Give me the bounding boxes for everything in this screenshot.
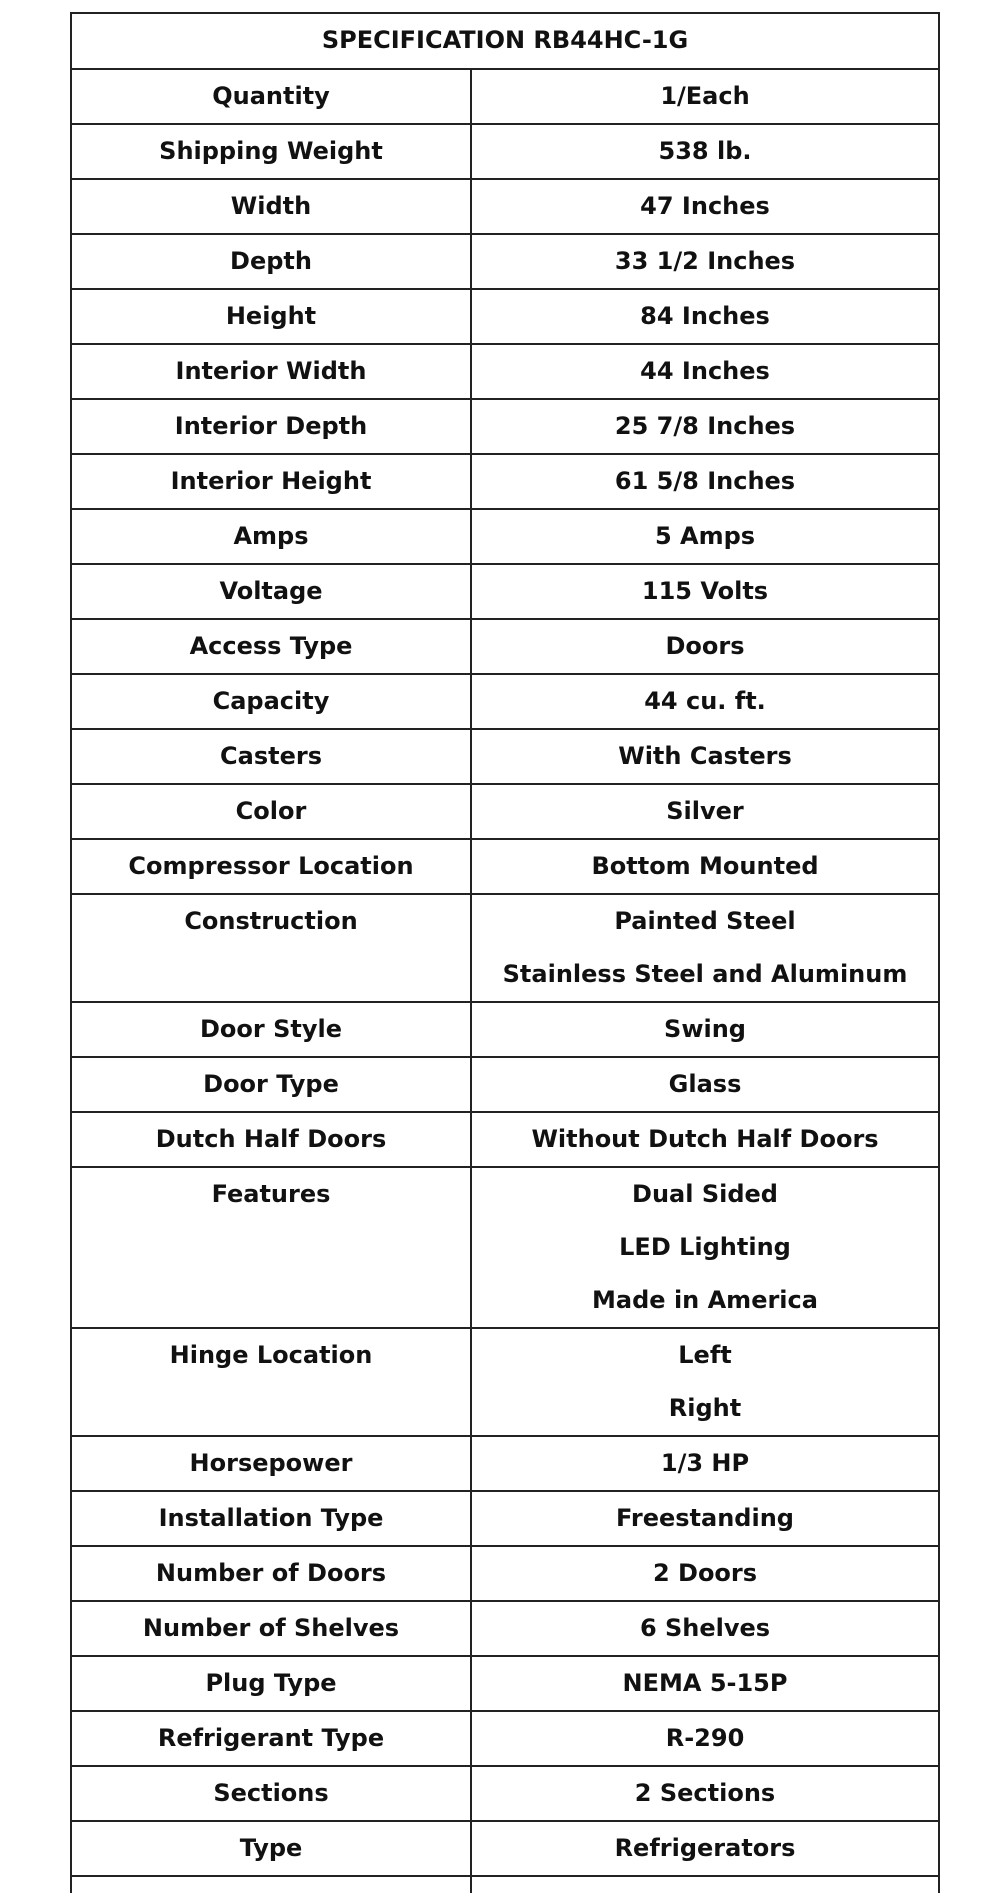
spec-value: Freestanding [616,1504,794,1532]
spec-label: Casters [71,729,471,784]
table-body [71,69,939,1893]
table-row [71,1546,939,1601]
spec-value-cell [471,1656,939,1711]
table-row [71,729,939,784]
table-row [71,179,939,234]
spec-value-cell [471,344,939,399]
spec-label: Construction [71,894,471,1002]
spec-value-cell [471,1436,939,1491]
spec-value-cell [471,1167,939,1328]
spec-value: Swing [664,1015,746,1043]
spec-value-cell [471,509,939,564]
spec-value: 6 Shelves [639,1614,771,1642]
spec-value: 115 Volts [641,577,769,605]
table-row [71,124,939,179]
spec-label: Width [71,179,471,234]
spec-label: Number of Shelves [71,1601,471,1656]
spec-label: Number of Doors [71,1546,471,1601]
table-row [71,509,939,564]
spec-value: Refrigerators [614,1834,796,1862]
spec-value: 2 Sections [634,1779,776,1807]
spec-label: Color [71,784,471,839]
spec-value: LED Lighting [619,1233,791,1261]
spec-value: Glass [668,1070,742,1098]
spec-value-cell [471,1057,939,1112]
table-row [71,454,939,509]
table-row [71,619,939,674]
spec-value: Left [678,1341,732,1369]
spec-value: Made in America [592,1286,818,1314]
spec-value-cell [471,1546,939,1601]
spec-label: Type [71,1821,471,1876]
spec-value: 84 Inches [640,302,770,330]
specification-table [70,12,940,1893]
table-row [71,894,939,1002]
table-row [71,674,939,729]
cutoff-cell [471,1876,939,1893]
spec-value: Right [668,1394,742,1422]
spec-value-cell [471,179,939,234]
spec-label: Interior Height [71,454,471,509]
spec-value: NEMA 5-15P [622,1669,788,1697]
spec-value-cell [471,729,939,784]
spec-value: 1/3 HP [660,1449,750,1477]
spec-label: Access Type [71,619,471,674]
cutoff-cell [71,1876,471,1893]
spec-value: With Casters [618,742,792,770]
table-row [71,344,939,399]
spec-label: Height [71,289,471,344]
table-row [71,289,939,344]
spec-label: Plug Type [71,1656,471,1711]
spec-value-cell [471,674,939,729]
spec-value-cell [471,894,939,1002]
spec-value-cell [471,234,939,289]
spec-value: 47 Inches [640,192,770,220]
table-title: SPECIFICATION RB44HC-1G [71,13,939,69]
spec-label: Door Style [71,1002,471,1057]
spec-label: Quantity [71,69,471,124]
spec-label: Installation Type [71,1491,471,1546]
spec-label: Capacity [71,674,471,729]
table-row [71,1601,939,1656]
spec-value: 33 1/2 Inches [614,247,796,275]
spec-value: Silver [666,797,744,825]
spec-value: Without Dutch Half Doors [531,1125,879,1153]
spec-label: Features [71,1167,471,1328]
spec-value-cell [471,839,939,894]
spec-value-cell [471,1491,939,1546]
spec-value-cell [471,784,939,839]
table-row [71,234,939,289]
spec-value: R-290 [665,1724,745,1752]
spec-value-cell [471,1112,939,1167]
table-row [71,1057,939,1112]
table-row [71,1766,939,1821]
spec-label: Compressor Location [71,839,471,894]
spec-value-cell [471,1601,939,1656]
spec-value-cell [471,619,939,674]
spec-value: 44 Inches [640,357,770,385]
spec-value: Doors [665,632,745,660]
spec-value: Stainless Steel and Aluminum [502,960,908,988]
table-row [71,69,939,124]
spec-value: 44 cu. ft. [644,687,766,715]
spec-value-cell [471,124,939,179]
table-row [71,1491,939,1546]
spec-label: Shipping Weight [71,124,471,179]
table-row [71,1821,939,1876]
spec-value: Painted Steel [614,907,796,935]
spec-value: Bottom Mounted [591,852,819,880]
table-row [71,1711,939,1766]
table-row [71,1167,939,1328]
spec-value-cell [471,564,939,619]
spec-label: Sections [71,1766,471,1821]
spec-label: Amps [71,509,471,564]
table-row [71,1112,939,1167]
spec-label: Interior Width [71,344,471,399]
spec-value: 61 5/8 Inches [614,467,796,495]
spec-label: Refrigerant Type [71,1711,471,1766]
spec-value: 25 7/8 Inches [614,412,796,440]
table-row [71,399,939,454]
table-row-cutoff [71,1876,939,1893]
table-row [71,1436,939,1491]
spec-value-cell [471,1766,939,1821]
table-row [71,564,939,619]
table-row [71,1328,939,1436]
spec-label: Door Type [71,1057,471,1112]
table-row [71,839,939,894]
table-row [71,1002,939,1057]
spec-label: Dutch Half Doors [71,1112,471,1167]
spec-label: Depth [71,234,471,289]
spec-value-cell [471,454,939,509]
spec-label: Horsepower [71,1436,471,1491]
spec-value-cell [471,1821,939,1876]
spec-value-cell [471,1328,939,1436]
spec-label: Interior Depth [71,399,471,454]
spec-value: 1/Each [660,82,750,110]
spec-value: 5 Amps [654,522,756,550]
table-row [71,784,939,839]
spec-label: Voltage [71,564,471,619]
table-row [71,1656,939,1711]
spec-value-cell [471,69,939,124]
spec-value: 2 Doors [652,1559,758,1587]
spec-value: Dual Sided [632,1180,778,1208]
spec-value-cell [471,1002,939,1057]
spec-value: 538 lb. [658,137,752,165]
spec-label: Hinge Location [71,1328,471,1436]
spec-value-cell [471,1711,939,1766]
table-header-row [71,13,939,69]
spec-value-cell [471,289,939,344]
spec-value-cell [471,399,939,454]
